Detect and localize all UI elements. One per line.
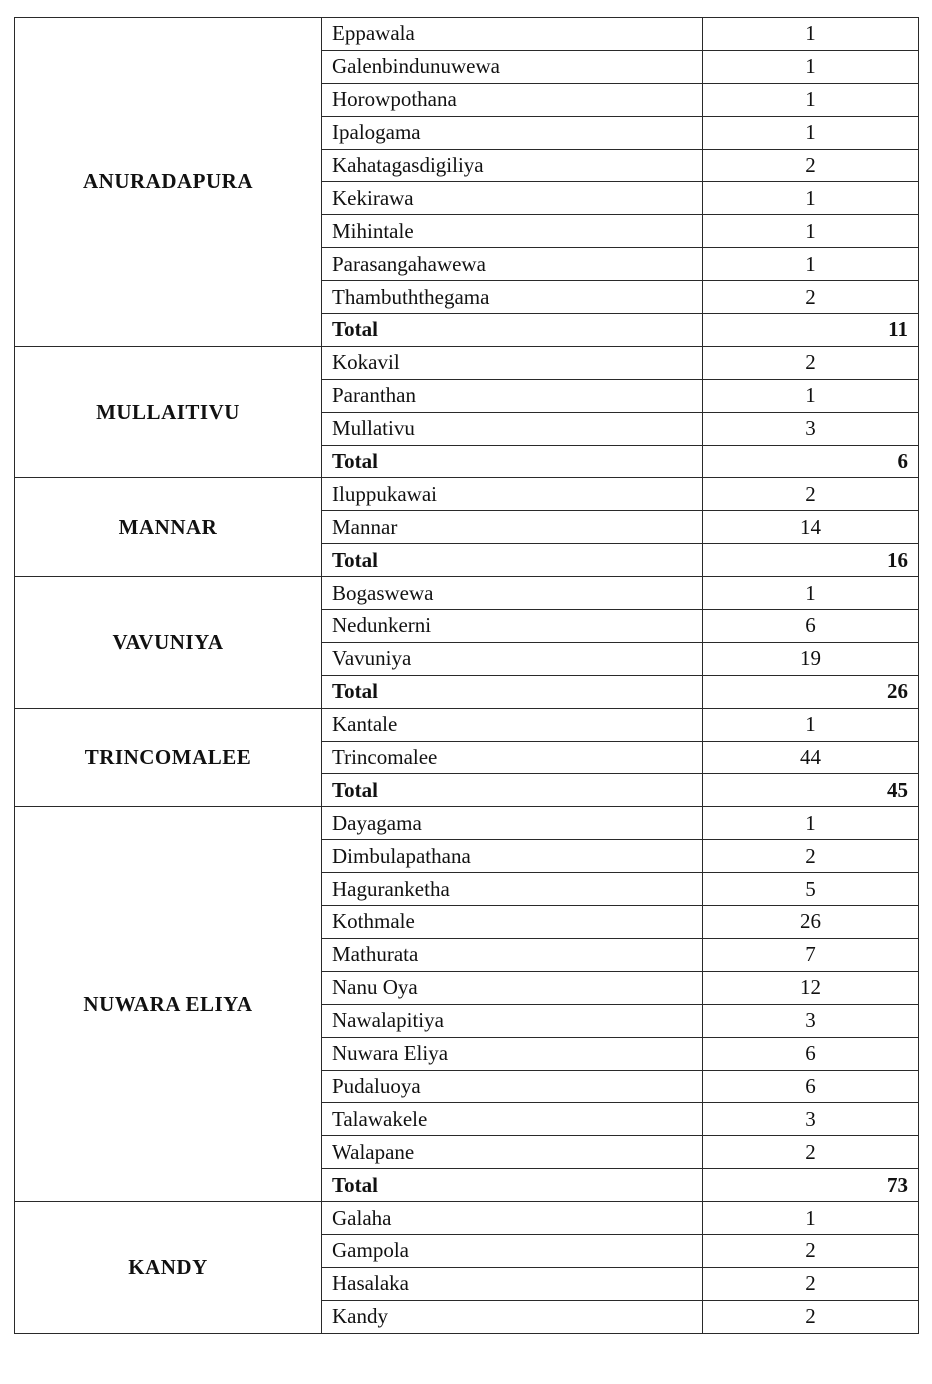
table-row <box>15 708 919 741</box>
place-count: 3 <box>703 412 919 445</box>
place-count: 2 <box>703 840 919 873</box>
place-name: Dayagama <box>322 807 703 840</box>
district-name: TRINCOMALEE <box>15 708 322 807</box>
district-name: KANDY <box>15 1202 322 1334</box>
table-body <box>15 18 919 1334</box>
place-count: 3 <box>703 1004 919 1037</box>
place-count: 6 <box>703 610 919 643</box>
place-count: 2 <box>703 346 919 379</box>
place-count: 44 <box>703 741 919 774</box>
place-count: 2 <box>703 1136 919 1169</box>
place-count: 7 <box>703 938 919 971</box>
place-count: 3 <box>703 1103 919 1136</box>
place-name: Talawakele <box>322 1103 703 1136</box>
total-label: Total <box>322 774 703 807</box>
district-name: ANURADAPURA <box>15 18 322 347</box>
place-name: Galenbindunuwewa <box>322 50 703 83</box>
total-value: 16 <box>703 544 919 577</box>
place-count: 1 <box>703 116 919 149</box>
total-label: Total <box>322 675 703 708</box>
place-count: 1 <box>703 83 919 116</box>
place-name: Mihintale <box>322 215 703 248</box>
district-name: NUWARA ELIYA <box>15 807 322 1202</box>
place-count: 1 <box>703 215 919 248</box>
total-value: 26 <box>703 675 919 708</box>
place-name: Nedunkerni <box>322 610 703 643</box>
total-value: 45 <box>703 774 919 807</box>
place-name: Vavuniya <box>322 642 703 675</box>
place-name: Iluppukawai <box>322 478 703 511</box>
total-value: 73 <box>703 1169 919 1202</box>
place-count: 1 <box>703 182 919 215</box>
total-value: 6 <box>703 445 919 478</box>
place-name: Haguranketha <box>322 873 703 906</box>
place-count: 2 <box>703 281 919 314</box>
place-name: Kokavil <box>322 346 703 379</box>
place-name: Galaha <box>322 1202 703 1235</box>
place-count: 6 <box>703 1070 919 1103</box>
place-name: Thambuththegama <box>322 281 703 314</box>
place-count: 2 <box>703 1300 919 1333</box>
place-count: 2 <box>703 478 919 511</box>
place-count: 1 <box>703 248 919 281</box>
place-count: 1 <box>703 807 919 840</box>
place-name: Walapane <box>322 1136 703 1169</box>
place-name: Ipalogama <box>322 116 703 149</box>
place-name: Nanu Oya <box>322 971 703 1004</box>
place-name: Eppawala <box>322 18 703 51</box>
place-name: Bogaswewa <box>322 577 703 610</box>
place-name: Horowpothana <box>322 83 703 116</box>
place-count: 6 <box>703 1037 919 1070</box>
place-name: Mathurata <box>322 938 703 971</box>
place-count: 19 <box>703 642 919 675</box>
place-name: Pudaluoya <box>322 1070 703 1103</box>
place-name: Kekirawa <box>322 182 703 215</box>
place-name: Trincomalee <box>322 741 703 774</box>
place-name: Kantale <box>322 708 703 741</box>
place-count: 2 <box>703 1234 919 1267</box>
place-name: Parasangahawewa <box>322 248 703 281</box>
table-row <box>15 478 919 511</box>
place-count: 1 <box>703 379 919 412</box>
place-count: 2 <box>703 1267 919 1300</box>
place-count: 12 <box>703 971 919 1004</box>
place-count: 1 <box>703 577 919 610</box>
table-row <box>15 346 919 379</box>
table-row <box>15 807 919 840</box>
total-label: Total <box>322 544 703 577</box>
place-name: Kandy <box>322 1300 703 1333</box>
total-value: 11 <box>703 314 919 347</box>
place-name: Nawalapitiya <box>322 1004 703 1037</box>
total-label: Total <box>322 445 703 478</box>
district-table <box>14 17 919 1334</box>
place-count: 14 <box>703 511 919 544</box>
place-count: 26 <box>703 906 919 939</box>
district-name: VAVUNIYA <box>15 577 322 709</box>
place-count: 2 <box>703 149 919 182</box>
place-name: Nuwara Eliya <box>322 1037 703 1070</box>
place-name: Dimbulapathana <box>322 840 703 873</box>
place-name: Gampola <box>322 1234 703 1267</box>
place-name: Mullativu <box>322 412 703 445</box>
place-count: 1 <box>703 708 919 741</box>
district-name: MULLAITIVU <box>15 346 322 478</box>
place-name: Kothmale <box>322 906 703 939</box>
total-label: Total <box>322 314 703 347</box>
total-label: Total <box>322 1169 703 1202</box>
place-count: 5 <box>703 873 919 906</box>
table-row <box>15 577 919 610</box>
place-count: 1 <box>703 1202 919 1235</box>
district-name: MANNAR <box>15 478 322 577</box>
place-name: Hasalaka <box>322 1267 703 1300</box>
table-row <box>15 1202 919 1235</box>
place-name: Paranthan <box>322 379 703 412</box>
place-name: Kahatagasdigiliya <box>322 149 703 182</box>
place-count: 1 <box>703 50 919 83</box>
place-name: Mannar <box>322 511 703 544</box>
place-count: 1 <box>703 18 919 51</box>
table-row <box>15 18 919 51</box>
